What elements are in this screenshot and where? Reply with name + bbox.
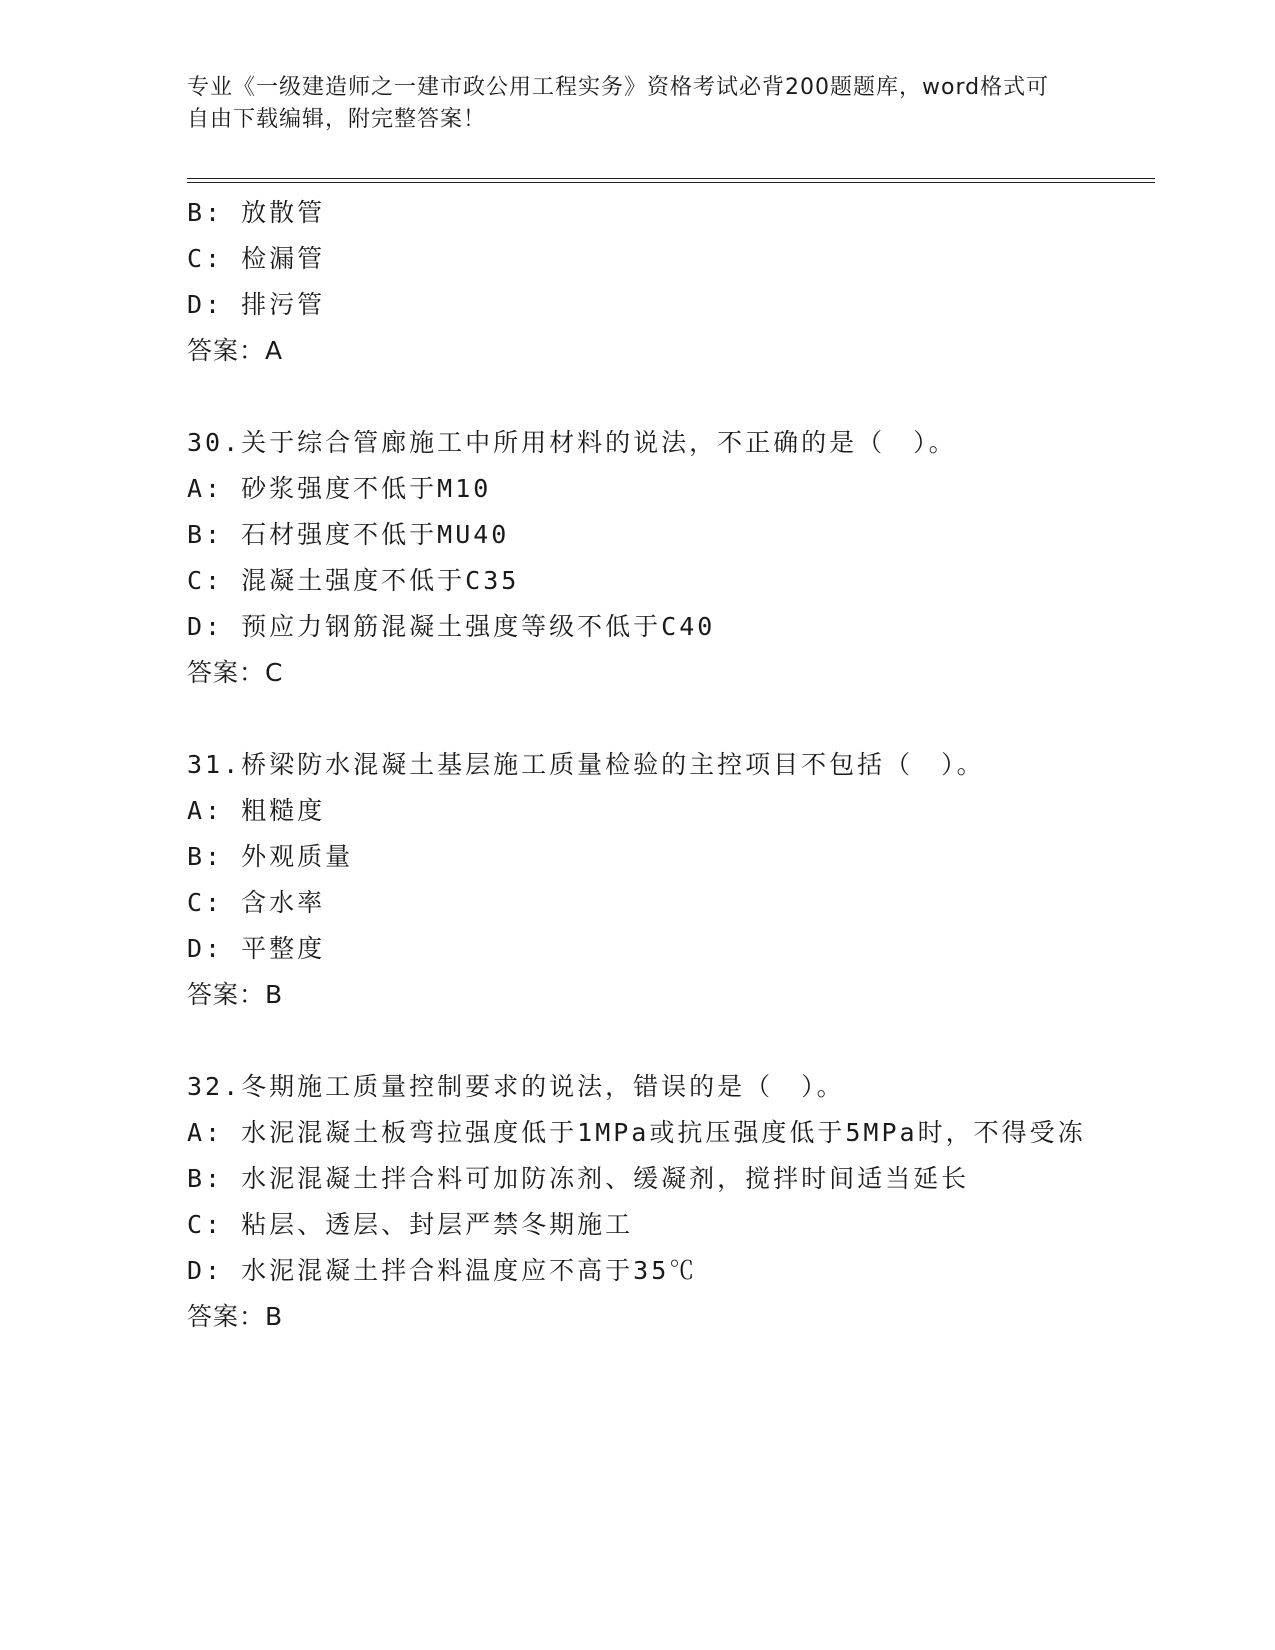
question-list <box>187 190 1087 1340</box>
question-block-32 <box>187 1064 1087 1340</box>
option-b: B: 石材强度不低于MU40 <box>187 520 510 549</box>
question-31-text: 31.桥梁防水混凝土基层施工质量检验的主控项目不包括（ ）。 <box>187 750 985 779</box>
question-30-text: 30.关于综合管廊施工中所用材料的说法，不正确的是（ ）。 <box>187 428 957 457</box>
header-divider-bottom <box>187 182 1155 183</box>
header-divider-top <box>187 178 1155 179</box>
option-b: B: 水泥混凝土拌合料可加防冻剂、缓凝剂，搅拌时间适当延长 <box>187 1164 970 1193</box>
question-32-text: 32.冬期施工质量控制要求的说法，错误的是（ ）。 <box>187 1072 845 1101</box>
question-block-31 <box>187 742 1087 1018</box>
question-block-30 <box>187 420 1087 696</box>
document-header <box>187 72 1067 136</box>
option-a: A: 水泥混凝土板弯拉强度低于1MPa或抗压强度低于5MPa时，不得受冻 <box>187 1118 1086 1147</box>
option-c: C: 检漏管 <box>187 244 326 273</box>
option-b: B: 放散管 <box>187 198 326 227</box>
option-b: B: 外观质量 <box>187 842 354 871</box>
answer-31: 答案：B <box>187 980 284 1009</box>
option-c: C: 含水率 <box>187 888 326 917</box>
option-a: A: 砂浆强度不低于M10 <box>187 474 492 503</box>
answer-30: 答案：C <box>187 658 284 687</box>
option-c: C: 粘层、透层、封层严禁冬期施工 <box>187 1210 634 1239</box>
option-d: D: 排污管 <box>187 290 326 319</box>
option-d: D: 预应力钢筋混凝土强度等级不低于C40 <box>187 612 716 641</box>
answer-32: 答案：B <box>187 1302 284 1331</box>
question-block-29 <box>187 190 1087 374</box>
option-c: C: 混凝土强度不低于C35 <box>187 566 520 595</box>
option-d: D: 水泥混凝土拌合料温度应不高于35℃ <box>187 1256 698 1285</box>
document-title: 专业《一级建造师之一建市政公用工程实务》资格考试必背200题题库，word格式可自由下载编辑，附完整答案！ <box>187 75 1050 132</box>
option-d: D: 平整度 <box>187 934 326 963</box>
answer-29: 答案：A <box>187 336 284 365</box>
option-a: A: 粗糙度 <box>187 796 326 825</box>
